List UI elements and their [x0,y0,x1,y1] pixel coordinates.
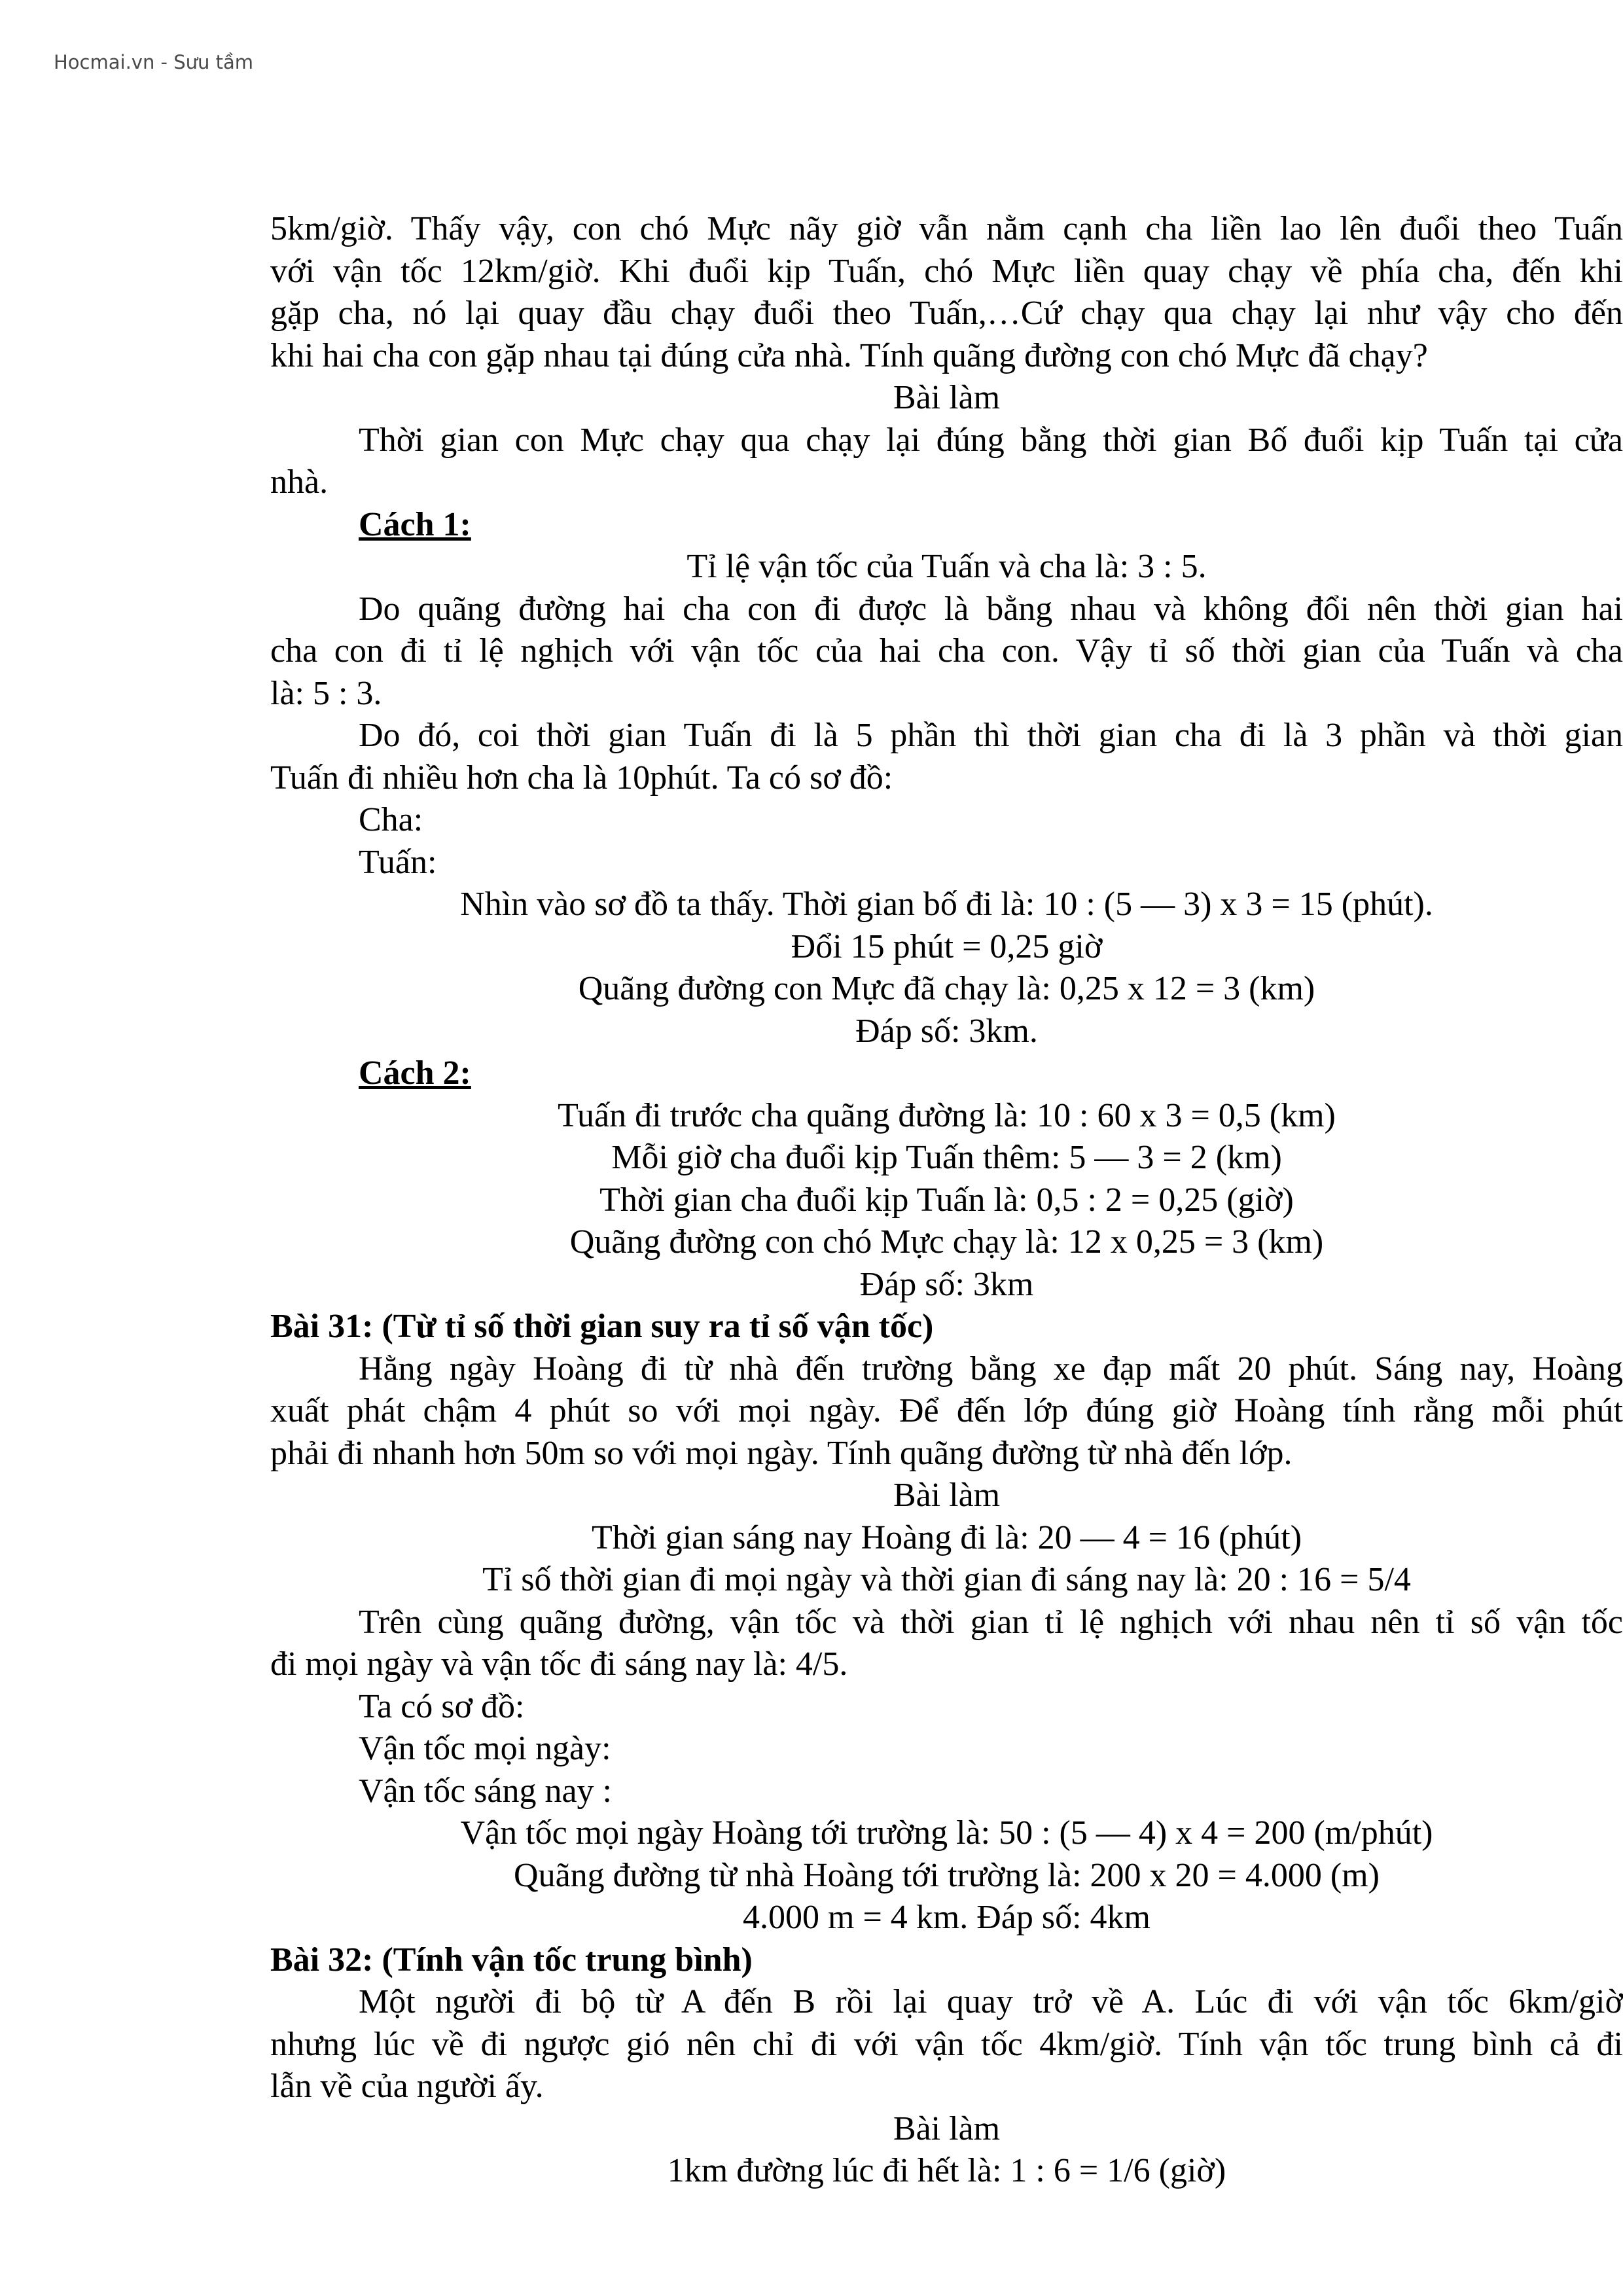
text-line: Tỉ số thời gian đi mọi ngày và thời gian đi sáng nay là: 20 : 16 = 5/4 [482,1561,1411,1598]
text-line: Vận tốc sáng nay : [359,1772,613,1810]
text-line: Quãng đường con chó Mực chạy là: 12 x 0,25 = 3 (km) [569,1223,1324,1261]
page-header-source: Hocmai.vn - Sưu tầm [54,51,254,73]
exercise-title: Bài 31: (Từ tỉ số thời gian suy ra tỉ số vận tốc) [270,1308,934,1345]
text-line: Ta có sơ đồ: [359,1687,525,1725]
text-line: Nhìn vào sơ đồ ta thấy. Thời gian bố đi là: 10 : (5 — 3) x 3 = 15 (phút). [460,886,1433,923]
text-line: 5km/giờ. Thấy vậy, con chó Mực nãy giờ vẫn nằm cạnh cha liền lao lên đuổi theo Tuấn [270,210,1623,247]
text-line: với vận tốc 12km/giờ. Khi đuổi kịp Tuấn, chó Mực liền quay chạy về phía cha, đến khi [270,252,1623,290]
text-line: 4.000 m = 4 km. Đáp số: 4km [743,1899,1150,1936]
text-line: Quãng đường con Mực đã chạy là: 0,25 x 12 = 3 (km) [578,970,1315,1007]
text-line: nhưng lúc về đi ngược gió nên chỉ đi với vận tốc 4km/giờ. Tính vận tốc trung bình cả đi [270,2025,1623,2063]
text-line: phải đi nhanh hơn 50m so với mọi ngày. Tính quãng đường từ nhà đến lớp. [270,1434,1293,1472]
text-line: Bài làm [893,2109,1001,2147]
text-line: Vận tốc mọi ngày: [359,1730,611,1767]
text-line: nhà. [270,463,329,501]
text-line: Bài làm [893,379,1001,416]
text-line: Đáp số: 3km. [855,1012,1038,1050]
text-line: Quãng đường từ nhà Hoàng tới trường là: 200 x 20 = 4.000 (m) [514,1856,1380,1894]
text-line: gặp cha, nó lại quay đầu chạy đuổi theo Tuấn,…Cứ chạy qua chạy lại như vậy cho đến [270,295,1623,332]
text-line: cha con đi tỉ lệ nghịch với vận tốc của hai cha con. Vậy tỉ số thời gian của Tuấn và cha [270,632,1623,670]
text-line: Vận tốc mọi ngày Hoàng tới trường là: 50 : (5 — 4) x 4 = 200 (m/phút) [460,1814,1433,1852]
text-line: Thời gian cha đuổi kịp Tuấn là: 0,5 : 2 = 0,25 (giờ) [599,1181,1294,1219]
text-line: Hằng ngày Hoàng đi từ nhà đến trường bằng xe đạp mất 20 phút. Sáng nay, Hoàng [359,1350,1623,1388]
section-heading: Cách 2: [359,1054,471,1092]
text-line: Do quãng đường hai cha con đi được là bằng nhau và không đổi nên thời gian hai [359,590,1623,628]
text-line: Thời gian sáng nay Hoàng đi là: 20 — 4 = 16 (phút) [591,1518,1302,1556]
text-line: 1km đường lúc đi hết là: 1 : 6 = 1/6 (giờ) [667,2152,1226,2189]
text-line: Trên cùng quãng đường, vận tốc và thời gian tỉ lệ nghịch với nhau nên tỉ số vận tốc [359,1603,1623,1641]
text-line: Cha: [359,801,423,838]
text-line: khi hai cha con gặp nhau tại đúng cửa nhà. Tính quãng đường con chó Mực đã chạy? [270,336,1428,374]
text-line: Tỉ lệ vận tốc của Tuấn và cha là: 3 : 5. [687,548,1207,585]
text-line: Tuấn đi nhiều hơn cha là 10phút. Ta có sơ đồ: [270,759,893,797]
text-line: Đáp số: 3km [859,1265,1034,1303]
document-body [270,208,1623,2193]
text-line: Do đó, coi thời gian Tuấn đi là 5 phần thì thời gian cha đi là 3 phần và thời gian [359,717,1623,754]
text-line: Đổi 15 phút = 0,25 giờ [791,927,1103,965]
text-line: lẫn về của người ấy. [270,2068,544,2105]
text-line: Một người đi bộ từ A đến B rồi lại quay trở về A. Lúc đi với vận tốc 6km/giờ [359,1983,1623,2020]
text-line: Tuấn: [359,843,437,881]
section-heading: Cách 1: [359,505,471,543]
text-line: Mỗi giờ cha đuổi kịp Tuấn thêm: 5 — 3 = 2 (km) [611,1139,1282,1176]
text-line: Bài làm [893,1477,1001,1514]
text-line: xuất phát chậm 4 phút so với mọi ngày. Để đến lớp đúng giờ Hoàng tính rằng mỗi phút [270,1392,1623,1429]
text-line: Tuấn đi trước cha quãng đường là: 10 : 60 x 3 = 0,5 (km) [558,1096,1336,1134]
text-line: đi mọi ngày và vận tốc đi sáng nay là: 4/5. [270,1645,848,1683]
text-line: là: 5 : 3. [270,674,382,712]
exercise-title: Bài 32: (Tính vận tốc trung bình) [270,1941,753,1979]
text-line: Thời gian con Mực chạy qua chạy lại đúng bằng thời gian Bố đuổi kịp Tuấn tại cửa [359,421,1623,459]
